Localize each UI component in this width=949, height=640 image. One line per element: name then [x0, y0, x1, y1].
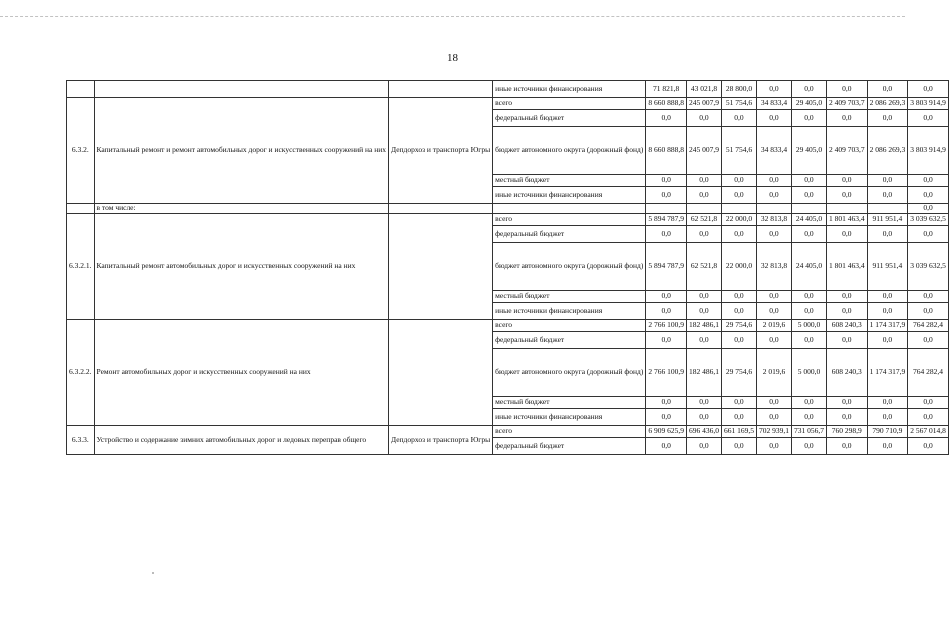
item-executor [388, 320, 492, 426]
value-cell: 34 833,4 [756, 98, 791, 110]
value-cell: 43 021,8 [686, 81, 721, 98]
value-cell: 71 821,8 [646, 81, 687, 98]
value-cell [867, 204, 908, 214]
value-cell: 5 000,0 [791, 320, 826, 332]
value-cell: 0,0 [791, 291, 826, 303]
table-row [67, 426, 949, 438]
value-cell: 182 486,1 [686, 320, 721, 332]
value-cell: 0,0 [646, 110, 687, 127]
value-cell: 0,0 [721, 175, 756, 187]
value-cell: 3 039 632,5 [908, 243, 949, 291]
source-cell: иные источники финансирования [493, 187, 646, 204]
budget-table [66, 80, 949, 455]
code-cell [67, 204, 95, 214]
value-cell: 2 086 269,3 [867, 127, 908, 175]
value-cell: 2 567 014,8 [908, 426, 949, 438]
value-cell: 0,0 [867, 409, 908, 426]
value-cell: 0,0 [721, 226, 756, 243]
value-cell: 0,0 [908, 291, 949, 303]
value-cell: 34 833,4 [756, 127, 791, 175]
in-that-number-label: в том числе: [94, 204, 388, 214]
value-cell: 0,0 [686, 187, 721, 204]
value-cell: 5 894 787,9 [646, 243, 687, 291]
value-cell: 0,0 [756, 397, 791, 409]
value-cell: 0,0 [756, 226, 791, 243]
source-cell: всего [493, 320, 646, 332]
source-cell: бюджет автономного округа (дорожный фонд) [493, 127, 646, 175]
source-cell: всего [493, 214, 646, 226]
value-cell: 0,0 [721, 187, 756, 204]
value-cell: 0,0 [867, 332, 908, 349]
item-name: Устройство и содержание зимних автомобильных дорог и ледовых переправ общего [94, 426, 388, 455]
item-executor [388, 214, 492, 320]
value-cell: 0,0 [791, 187, 826, 204]
value-cell: 661 169,5 [721, 426, 756, 438]
value-cell: 0,0 [756, 81, 791, 98]
value-cell: 0,0 [646, 303, 687, 320]
value-cell: 0,0 [867, 226, 908, 243]
item-executor: Депдорхоз и транспорта Югры [388, 426, 492, 455]
value-cell: 0,0 [721, 110, 756, 127]
value-cell: 0,0 [826, 110, 867, 127]
value-cell: 0,0 [791, 175, 826, 187]
value-cell: 0,0 [826, 438, 867, 455]
value-cell: 8 660 888,8 [646, 98, 687, 110]
value-cell: 28 800,0 [721, 81, 756, 98]
value-cell [791, 204, 826, 214]
value-cell: 0,0 [686, 438, 721, 455]
value-cell: 0,0 [646, 397, 687, 409]
source-cell: бюджет автономного округа (дорожный фонд) [493, 349, 646, 397]
value-cell: 764 282,4 [908, 320, 949, 332]
value-cell: 0,0 [721, 397, 756, 409]
value-cell: 0,0 [646, 226, 687, 243]
value-cell: 62 521,8 [686, 214, 721, 226]
item-name: Капитальный ремонт и ремонт автомобильных дорог и искусственных сооружений на них [94, 98, 388, 204]
item-code: 6.3.2. [67, 98, 95, 204]
value-cell: 0,0 [721, 438, 756, 455]
value-cell: 0,0 [826, 397, 867, 409]
value-cell [721, 204, 756, 214]
value-cell: 0,0 [908, 397, 949, 409]
value-cell [686, 204, 721, 214]
value-cell: 29 405,0 [791, 98, 826, 110]
value-cell: 2 086 269,3 [867, 98, 908, 110]
source-cell: иные источники финансирования [493, 409, 646, 426]
source-cell: всего [493, 426, 646, 438]
source-cell: местный бюджет [493, 397, 646, 409]
value-cell: 0,0 [826, 81, 867, 98]
value-cell: 0,0 [686, 291, 721, 303]
item-code: 6.3.3. [67, 426, 95, 455]
value-cell: 0,0 [867, 397, 908, 409]
value-cell: 0,0 [686, 332, 721, 349]
table-row [67, 214, 949, 226]
value-cell: 0,0 [791, 397, 826, 409]
value-cell: 29 754,6 [721, 349, 756, 397]
value-cell: 0,0 [826, 291, 867, 303]
value-cell: 0,0 [908, 187, 949, 204]
value-cell: 0,0 [867, 81, 908, 98]
value-cell: 0,0 [721, 291, 756, 303]
item-name: Капитальный ремонт автомобильных дорог и искусственных сооружений на них [94, 214, 388, 320]
executor-cell [388, 204, 492, 214]
value-cell: 3 803 914,9 [908, 98, 949, 110]
value-cell: 5 000,0 [791, 349, 826, 397]
value-cell: 760 298,9 [826, 426, 867, 438]
item-code: 6.3.2.2. [67, 320, 95, 426]
value-cell: 62 521,8 [686, 243, 721, 291]
value-cell: 0,0 [908, 332, 949, 349]
value-cell: 0,0 [686, 409, 721, 426]
value-cell: 0,0 [646, 438, 687, 455]
value-cell: 245 007,9 [686, 127, 721, 175]
value-cell: 0,0 [908, 303, 949, 320]
value-cell: 2 766 100,9 [646, 349, 687, 397]
value-cell: 2 409 703,7 [826, 98, 867, 110]
value-cell: 245 007,9 [686, 98, 721, 110]
value-cell: 0,0 [756, 332, 791, 349]
value-cell: 6 909 625,9 [646, 426, 687, 438]
value-cell: 0,0 [908, 226, 949, 243]
value-cell: 0,0 [867, 438, 908, 455]
value-cell: 0,0 [867, 303, 908, 320]
page-number: 18 [447, 52, 458, 64]
value-cell: 0,0 [646, 409, 687, 426]
item-name: Ремонт автомобильных дорог и искусственных сооружений на них [94, 320, 388, 426]
value-cell: 22 000,0 [721, 214, 756, 226]
value-cell: 0,0 [867, 110, 908, 127]
value-cell: 790 710,9 [867, 426, 908, 438]
value-cell: 2 019,6 [756, 320, 791, 332]
value-cell: 0,0 [908, 409, 949, 426]
value-cell: 2 409 703,7 [826, 127, 867, 175]
value-cell: 2 766 100,9 [646, 320, 687, 332]
value-cell: 0,0 [756, 187, 791, 204]
value-cell: 911 951,4 [867, 214, 908, 226]
source-cell: иные источники финансирования [493, 303, 646, 320]
value-cell: 32 813,8 [756, 243, 791, 291]
value-cell: 0,0 [686, 175, 721, 187]
value-cell: 2 019,6 [756, 349, 791, 397]
source-cell [493, 204, 646, 214]
source-cell: местный бюджет [493, 291, 646, 303]
scan-top-edge [0, 16, 905, 17]
value-cell: 0,0 [908, 204, 949, 214]
value-cell: 0,0 [867, 175, 908, 187]
value-cell: 0,0 [826, 409, 867, 426]
value-cell: 0,0 [826, 303, 867, 320]
value-cell: 764 282,4 [908, 349, 949, 397]
source-cell: местный бюджет [493, 175, 646, 187]
value-cell: 911 951,4 [867, 243, 908, 291]
value-cell: 0,0 [826, 187, 867, 204]
value-cell: 32 813,8 [756, 214, 791, 226]
value-cell: 0,0 [791, 226, 826, 243]
value-cell: 24 405,0 [791, 214, 826, 226]
value-cell: 0,0 [908, 438, 949, 455]
value-cell: 0,0 [791, 110, 826, 127]
table-body [67, 81, 949, 455]
table-row [67, 98, 949, 110]
value-cell: 731 056,7 [791, 426, 826, 438]
value-cell: 0,0 [686, 226, 721, 243]
item-executor: Депдорхоз и транспорта Югры [388, 98, 492, 204]
value-cell: 0,0 [908, 81, 949, 98]
value-cell: 0,0 [791, 332, 826, 349]
value-cell: 0,0 [756, 291, 791, 303]
value-cell: 0,0 [791, 81, 826, 98]
value-cell: 0,0 [826, 175, 867, 187]
source-cell: всего [493, 98, 646, 110]
source-cell: федеральный бюджет [493, 332, 646, 349]
value-cell: 22 000,0 [721, 243, 756, 291]
value-cell: 1 174 317,9 [867, 320, 908, 332]
value-cell: 51 754,6 [721, 127, 756, 175]
value-cell: 0,0 [908, 175, 949, 187]
value-cell: 0,0 [646, 291, 687, 303]
value-cell [756, 204, 791, 214]
value-cell: 29 405,0 [791, 127, 826, 175]
value-cell: 8 660 888,8 [646, 127, 687, 175]
source-cell: федеральный бюджет [493, 226, 646, 243]
value-cell [826, 204, 867, 214]
value-cell: 0,0 [867, 187, 908, 204]
value-cell: 1 801 463,4 [826, 214, 867, 226]
value-cell [646, 204, 687, 214]
value-cell: 0,0 [791, 409, 826, 426]
value-cell: 1 801 463,4 [826, 243, 867, 291]
value-cell: 608 240,3 [826, 320, 867, 332]
value-cell: 0,0 [756, 409, 791, 426]
value-cell: 182 486,1 [686, 349, 721, 397]
value-cell: 702 939,1 [756, 426, 791, 438]
value-cell: 0,0 [686, 303, 721, 320]
table-row [67, 320, 949, 332]
value-cell: 0,0 [826, 226, 867, 243]
value-cell: 696 436,0 [686, 426, 721, 438]
value-cell: 0,0 [646, 332, 687, 349]
source-cell: федеральный бюджет [493, 438, 646, 455]
value-cell: 0,0 [791, 303, 826, 320]
value-cell: 1 174 317,9 [867, 349, 908, 397]
table-row [67, 204, 949, 214]
value-cell: 3 039 632,5 [908, 214, 949, 226]
value-cell: 0,0 [721, 332, 756, 349]
value-cell: 24 405,0 [791, 243, 826, 291]
value-cell: 0,0 [686, 110, 721, 127]
executor-cell [388, 81, 492, 98]
scan-speck [152, 572, 154, 574]
item-code: 6.3.2.1. [67, 214, 95, 320]
value-cell: 0,0 [721, 303, 756, 320]
value-cell: 0,0 [756, 110, 791, 127]
value-cell: 0,0 [756, 438, 791, 455]
value-cell: 0,0 [646, 187, 687, 204]
value-cell: 51 754,6 [721, 98, 756, 110]
value-cell: 3 803 914,9 [908, 127, 949, 175]
source-cell: федеральный бюджет [493, 110, 646, 127]
value-cell: 0,0 [826, 332, 867, 349]
value-cell: 0,0 [646, 175, 687, 187]
value-cell: 0,0 [686, 397, 721, 409]
value-cell: 0,0 [791, 438, 826, 455]
value-cell: 0,0 [756, 175, 791, 187]
value-cell: 0,0 [908, 110, 949, 127]
table-row [67, 81, 949, 98]
value-cell: 0,0 [867, 291, 908, 303]
source-cell: бюджет автономного округа (дорожный фонд) [493, 243, 646, 291]
value-cell: 608 240,3 [826, 349, 867, 397]
source-cell: иные источники финансирования [493, 81, 646, 98]
value-cell: 5 894 787,9 [646, 214, 687, 226]
value-cell: 0,0 [756, 303, 791, 320]
code-cell [67, 81, 95, 98]
value-cell: 0,0 [721, 409, 756, 426]
value-cell: 29 754,6 [721, 320, 756, 332]
name-cell [94, 81, 388, 98]
